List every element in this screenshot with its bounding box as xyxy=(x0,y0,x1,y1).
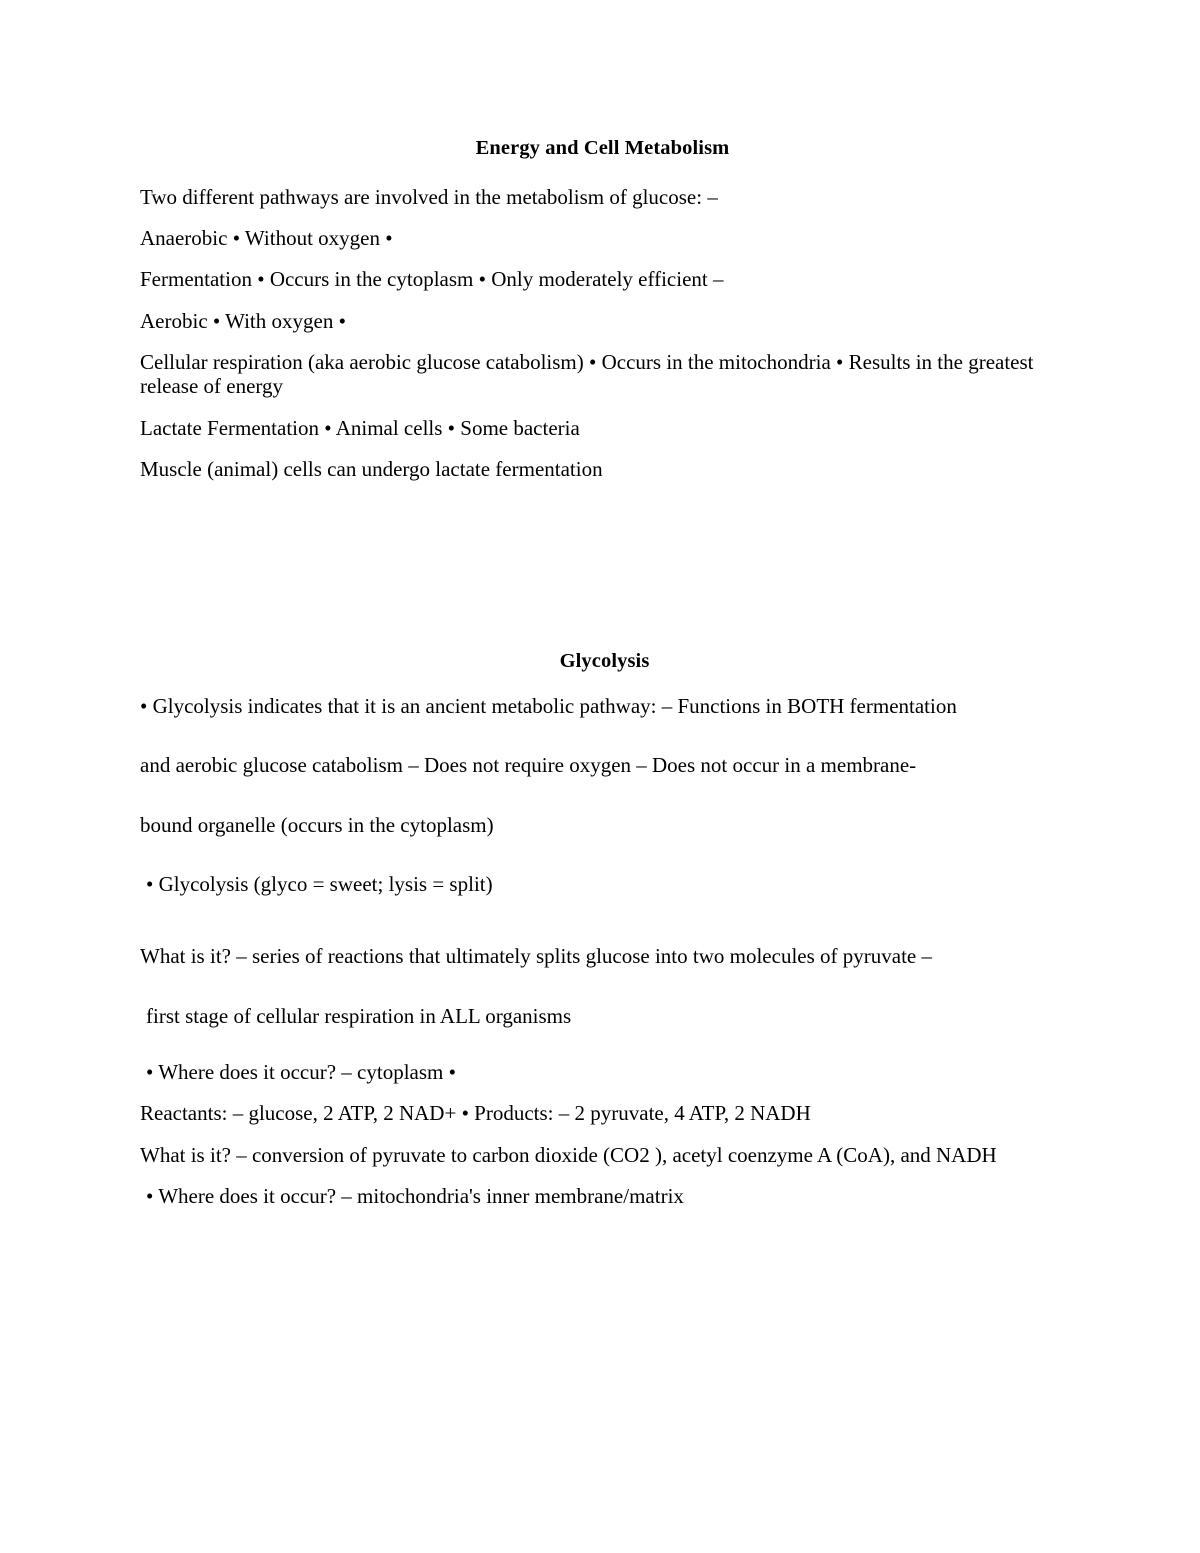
paragraph-first-stage: first stage of cellular respiration in ALL organisms xyxy=(146,1003,572,1028)
section-spacer xyxy=(140,481,1065,651)
paragraph-glycolysis-etymology: • Glycolysis (glyco = sweet; lysis = split) xyxy=(146,871,493,896)
paragraph-anaerobic: Anaerobic • Without oxygen • xyxy=(140,225,393,250)
paragraph-what-is-it-glycolysis: What is it? – series of reactions that ultimately splits glucose into two molecules of pyruvate – xyxy=(140,944,932,969)
paragraph-glycolysis-ancient-pathway: • Glycolysis indicates that it is an ancient metabolic pathway: – Functions in BOTH fermentation xyxy=(140,693,957,718)
paragraph-fermentation: Fermentation • Occurs in the cytoplasm • Only moderately efficient – xyxy=(140,267,724,292)
paragraph-cellular-respiration: Cellular respiration (aka aerobic glucose catabolism) • Occurs in the mitochondria • Results in the greatest release of energy xyxy=(140,349,1034,399)
paragraph-where-mitochondria: • Where does it occur? – mitochondria's inner membrane/matrix xyxy=(146,1184,684,1209)
page-title: Energy and Cell Metabolism xyxy=(475,137,730,159)
paragraph-lactate-fermentation: Lactate Fermentation • Animal cells • Some bacteria xyxy=(140,415,580,440)
paragraph-reactants-products: Reactants: – glucose, 2 ATP, 2 NAD+ • Products: – 2 pyruvate, 4 ATP, 2 NADH xyxy=(140,1101,811,1126)
paragraph-two-pathways: Two different pathways are involved in the metabolism of glucose: – xyxy=(140,184,718,209)
document-body xyxy=(140,138,1065,1208)
paragraph-muscle-cells: Muscle (animal) cells can undergo lactate fermentation xyxy=(140,457,603,482)
section-title-glycolysis: Glycolysis xyxy=(559,650,650,673)
paragraph-spacer xyxy=(140,896,1065,944)
paragraph-what-is-it-pyruvate-conversion: What is it? – conversion of pyruvate to carbon dioxide (CO2 ), acetyl coenzyme A (CoA), and NADH xyxy=(140,1142,997,1167)
paragraph-bound-organelle: bound organelle (occurs in the cytoplasm) xyxy=(140,812,494,837)
paragraph-aerobic: Aerobic • With oxygen • xyxy=(140,308,346,333)
paragraph-aerobic-catabolism: and aerobic glucose catabolism – Does not require oxygen – Does not occur in a membrane- xyxy=(140,753,917,778)
paragraph-where-cytoplasm: • Where does it occur? – cytoplasm • xyxy=(146,1060,456,1085)
